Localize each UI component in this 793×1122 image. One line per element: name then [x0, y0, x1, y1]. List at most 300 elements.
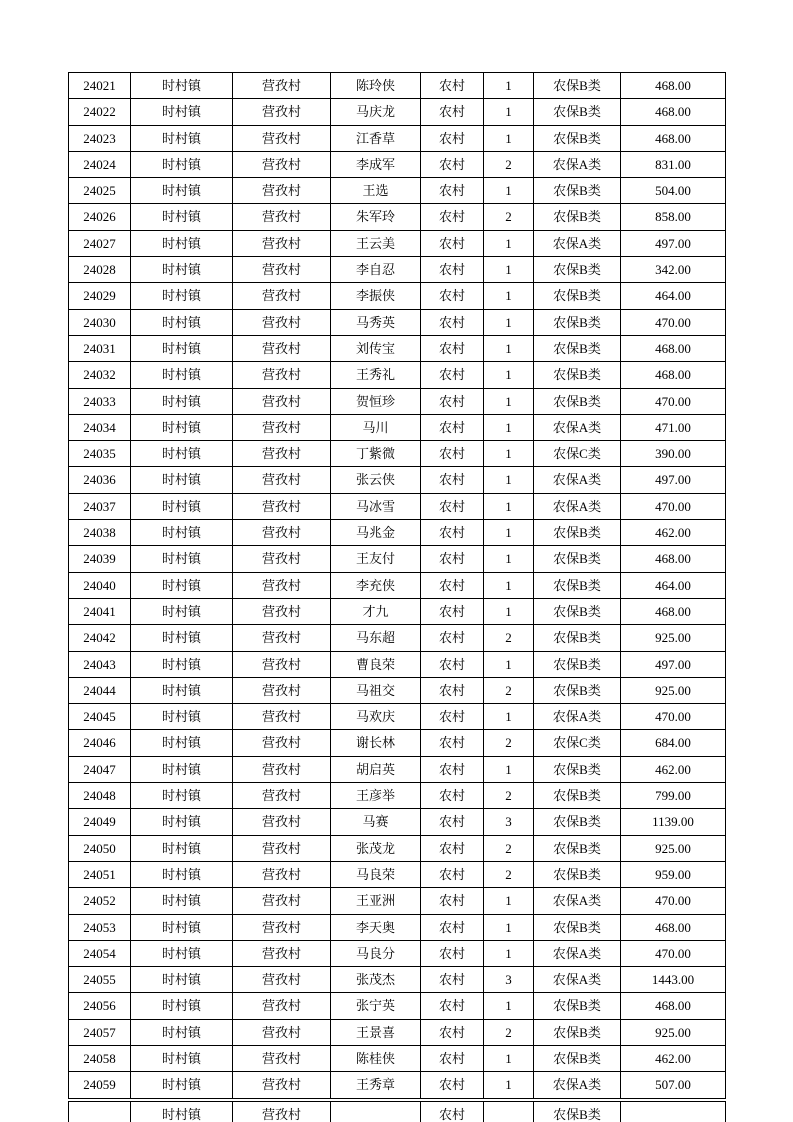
cell-village: 营孜村 [233, 414, 331, 440]
cell-residence-type: 农村 [421, 1045, 484, 1071]
cell-residence-type: 农村 [421, 993, 484, 1019]
cell-amount: 462.00 [621, 520, 726, 546]
cell-insurance-category: 农保B类 [534, 335, 621, 361]
cell-village: 营孜村 [233, 888, 331, 914]
cell-village: 营孜村 [233, 756, 331, 782]
cell-count: 1 [484, 362, 534, 388]
table-row [69, 888, 726, 914]
cell-amount: 464.00 [621, 572, 726, 598]
cell-person-name: 陈桂侠 [331, 1045, 421, 1071]
cell-record-id: 24026 [69, 204, 131, 230]
cell-village: 营孜村 [233, 309, 331, 335]
cell-record-id: 24040 [69, 572, 131, 598]
cell-person-name: 马东超 [331, 625, 421, 651]
cell-record-id: 24046 [69, 730, 131, 756]
cell-town: 时村镇 [131, 888, 233, 914]
cell-town: 时村镇 [131, 467, 233, 493]
table-row [69, 1045, 726, 1071]
cell-count: 2 [484, 625, 534, 651]
table-row [69, 257, 726, 283]
cell-person-name: 李成军 [331, 151, 421, 177]
cell-record-id: 24027 [69, 230, 131, 256]
cell-residence-type: 农村 [421, 651, 484, 677]
cell-residence-type: 农村 [421, 178, 484, 204]
cell-town: 时村镇 [131, 230, 233, 256]
cell-town: 时村镇 [131, 704, 233, 730]
cell-town: 时村镇 [131, 783, 233, 809]
cell-town: 时村镇 [131, 967, 233, 993]
cell-residence-type: 农村 [421, 151, 484, 177]
cell-town: 时村镇 [131, 335, 233, 361]
cell-residence-type: 农村 [421, 967, 484, 993]
cell-town: 时村镇 [131, 283, 233, 309]
partial-table-body [69, 1102, 726, 1122]
cell-record-id: 24041 [69, 598, 131, 624]
table-row [69, 151, 726, 177]
cell-town: 时村镇 [131, 520, 233, 546]
cell-amount: 925.00 [621, 1019, 726, 1045]
cell-amount: 925.00 [621, 625, 726, 651]
cell-insurance-category: 农保A类 [534, 704, 621, 730]
table-row [69, 835, 726, 861]
cell-residence-type: 农村 [421, 783, 484, 809]
cell-person-name: 谢长林 [331, 730, 421, 756]
cell-person-name: 马赛 [331, 809, 421, 835]
cell-count: 1 [484, 651, 534, 677]
cell-residence-type: 农村 [421, 861, 484, 887]
cell-insurance-category: 农保C类 [534, 441, 621, 467]
cell-residence-type: 农村 [421, 756, 484, 782]
cell-village: 营孜村 [233, 230, 331, 256]
cell-residence-type: 农村 [421, 283, 484, 309]
cell-village: 营孜村 [233, 704, 331, 730]
cell-count: 1 [484, 546, 534, 572]
table-row [69, 809, 726, 835]
cell-village: 营孜村 [233, 967, 331, 993]
cell-town: 时村镇 [131, 125, 233, 151]
cell-amount: 468.00 [621, 73, 726, 99]
table-row [69, 335, 726, 361]
cell-village: 营孜村 [233, 940, 331, 966]
cell-amount: 342.00 [621, 257, 726, 283]
table-row [69, 99, 726, 125]
table-body [69, 73, 726, 1099]
table-row [69, 546, 726, 572]
cell-residence-type: 农村 [421, 888, 484, 914]
cell-village: 营孜村 [233, 651, 331, 677]
cell-person-name: 马欢庆 [331, 704, 421, 730]
cell-count: 1 [484, 73, 534, 99]
cell-town: 时村镇 [131, 441, 233, 467]
cell-amount: 497.00 [621, 651, 726, 677]
cell-village: 营孜村 [233, 677, 331, 703]
cell-person-name: 马良荣 [331, 861, 421, 887]
cell-person-name: 贺恒珍 [331, 388, 421, 414]
cell-residence-type: 农村 [421, 546, 484, 572]
cell-count: 1 [484, 467, 534, 493]
cell-record-id [69, 1102, 131, 1122]
cell-town: 时村镇 [131, 388, 233, 414]
table-row [69, 704, 726, 730]
cell-insurance-category: 农保B类 [534, 283, 621, 309]
cell-amount: 504.00 [621, 178, 726, 204]
cell-residence-type: 农村 [421, 598, 484, 624]
cell-village: 营孜村 [233, 914, 331, 940]
cell-amount: 507.00 [621, 1072, 726, 1098]
cell-village: 营孜村 [233, 572, 331, 598]
cell-village: 营孜村 [233, 467, 331, 493]
cell-town: 时村镇 [131, 730, 233, 756]
cell-count: 1 [484, 441, 534, 467]
cell-town: 时村镇 [131, 572, 233, 598]
cell-residence-type: 农村 [421, 204, 484, 230]
cell-town: 时村镇 [131, 546, 233, 572]
cell-count: 1 [484, 520, 534, 546]
cell-village: 营孜村 [233, 1072, 331, 1098]
cell-town: 时村镇 [131, 809, 233, 835]
cell-residence-type: 农村 [421, 467, 484, 493]
cell-town: 时村镇 [131, 625, 233, 651]
cell-amount: 468.00 [621, 914, 726, 940]
table-row [69, 625, 726, 651]
table-row [69, 572, 726, 598]
cell-person-name: 张云侠 [331, 467, 421, 493]
cell-count: 1 [484, 388, 534, 414]
cell-insurance-category: 农保B类 [534, 546, 621, 572]
cell-person-name: 李充侠 [331, 572, 421, 598]
cell-amount: 468.00 [621, 993, 726, 1019]
cell-record-id: 24033 [69, 388, 131, 414]
cell-record-id: 24025 [69, 178, 131, 204]
cell-insurance-category: 农保A类 [534, 493, 621, 519]
table-row [69, 756, 726, 782]
cell-town: 时村镇 [131, 493, 233, 519]
cell-record-id: 24051 [69, 861, 131, 887]
cell-insurance-category: 农保B类 [534, 809, 621, 835]
cell-insurance-category: 农保B类 [534, 1102, 621, 1122]
table-row [69, 362, 726, 388]
cell-residence-type: 农村 [421, 335, 484, 361]
cell-person-name: 曹良荣 [331, 651, 421, 677]
cell-person-name: 张茂龙 [331, 835, 421, 861]
cell-village: 营孜村 [233, 99, 331, 125]
cell-amount: 468.00 [621, 335, 726, 361]
cell-amount: 831.00 [621, 151, 726, 177]
cell-count: 2 [484, 730, 534, 756]
table-row [69, 73, 726, 99]
cell-record-id: 24045 [69, 704, 131, 730]
cell-person-name: 江香草 [331, 125, 421, 151]
cell-record-id: 24049 [69, 809, 131, 835]
cell-person-name: 张宁英 [331, 993, 421, 1019]
cell-insurance-category: 农保B类 [534, 598, 621, 624]
cell-count: 1 [484, 283, 534, 309]
cell-amount: 462.00 [621, 1045, 726, 1071]
cell-insurance-category: 农保A类 [534, 151, 621, 177]
table-row [69, 309, 726, 335]
cell-insurance-category: 农保B类 [534, 783, 621, 809]
cell-amount: 470.00 [621, 704, 726, 730]
cell-village: 营孜村 [233, 730, 331, 756]
cell-count: 1 [484, 99, 534, 125]
cell-amount: 497.00 [621, 230, 726, 256]
cell-record-id: 24022 [69, 99, 131, 125]
cell-amount: 471.00 [621, 414, 726, 440]
cell-count: 1 [484, 940, 534, 966]
cell-amount: 925.00 [621, 835, 726, 861]
cell-record-id: 24042 [69, 625, 131, 651]
cell-amount: 470.00 [621, 309, 726, 335]
cell-count: 2 [484, 861, 534, 887]
cell-village: 营孜村 [233, 1045, 331, 1071]
cell-residence-type: 农村 [421, 1019, 484, 1045]
cell-record-id: 24052 [69, 888, 131, 914]
cell-record-id: 24031 [69, 335, 131, 361]
cell-record-id: 24028 [69, 257, 131, 283]
cell-residence-type: 农村 [421, 1102, 484, 1122]
cell-village: 营孜村 [233, 388, 331, 414]
cell-record-id: 24035 [69, 441, 131, 467]
cell-count: 2 [484, 204, 534, 230]
cell-village: 营孜村 [233, 625, 331, 651]
table-row [69, 520, 726, 546]
cell-residence-type: 农村 [421, 73, 484, 99]
cell-village: 营孜村 [233, 598, 331, 624]
cell-insurance-category: 农保A类 [534, 1072, 621, 1098]
cell-person-name: 丁紫微 [331, 441, 421, 467]
cell-count: 1 [484, 493, 534, 519]
cell-town: 时村镇 [131, 257, 233, 283]
table-row [69, 388, 726, 414]
cell-residence-type: 农村 [421, 520, 484, 546]
cell-record-id: 24039 [69, 546, 131, 572]
cell-town: 时村镇 [131, 598, 233, 624]
cell-town: 时村镇 [131, 151, 233, 177]
cell-town: 时村镇 [131, 677, 233, 703]
cell-person-name: 王云美 [331, 230, 421, 256]
cell-amount: 470.00 [621, 940, 726, 966]
cell-count: 3 [484, 967, 534, 993]
cell-record-id: 24044 [69, 677, 131, 703]
cell-village: 营孜村 [233, 257, 331, 283]
cell-record-id: 24050 [69, 835, 131, 861]
cell-residence-type: 农村 [421, 414, 484, 440]
table-row [69, 914, 726, 940]
table-row [69, 967, 726, 993]
cell-village: 营孜村 [233, 809, 331, 835]
cell-record-id: 24024 [69, 151, 131, 177]
cell-town: 时村镇 [131, 940, 233, 966]
cell-residence-type: 农村 [421, 493, 484, 519]
cell-count: 1 [484, 704, 534, 730]
cell-insurance-category: 农保A类 [534, 467, 621, 493]
cell-person-name: 马祖交 [331, 677, 421, 703]
cell-village: 营孜村 [233, 283, 331, 309]
cell-town: 时村镇 [131, 993, 233, 1019]
cell-amount: 470.00 [621, 493, 726, 519]
table-row [69, 993, 726, 1019]
cell-person-name: 马秀英 [331, 309, 421, 335]
cell-person-name: 王秀礼 [331, 362, 421, 388]
cell-insurance-category: 农保B类 [534, 520, 621, 546]
cell-record-id: 24047 [69, 756, 131, 782]
cell-count: 1 [484, 993, 534, 1019]
table-row [69, 783, 726, 809]
table-row [69, 861, 726, 887]
table-row [69, 677, 726, 703]
cell-insurance-category: 农保B类 [534, 178, 621, 204]
cell-person-name: 李自忍 [331, 257, 421, 283]
cell-insurance-category: 农保B类 [534, 835, 621, 861]
cell-record-id: 24058 [69, 1045, 131, 1071]
cell-record-id: 24055 [69, 967, 131, 993]
cell-residence-type: 农村 [421, 940, 484, 966]
cell-person-name: 马兆金 [331, 520, 421, 546]
cell-town: 时村镇 [131, 1045, 233, 1071]
cell-record-id: 24056 [69, 993, 131, 1019]
cell-town: 时村镇 [131, 861, 233, 887]
cell-record-id: 24023 [69, 125, 131, 151]
cell-amount: 1139.00 [621, 809, 726, 835]
cell-insurance-category: 农保A类 [534, 230, 621, 256]
cell-insurance-category: 农保B类 [534, 73, 621, 99]
cell-amount: 468.00 [621, 546, 726, 572]
cell-village: 营孜村 [233, 493, 331, 519]
cell-insurance-category: 农保B类 [534, 309, 621, 335]
cell-record-id: 24053 [69, 914, 131, 940]
cell-village: 营孜村 [233, 335, 331, 361]
cell-town: 时村镇 [131, 362, 233, 388]
cell-village: 营孜村 [233, 993, 331, 1019]
cell-residence-type: 农村 [421, 730, 484, 756]
table-row [69, 230, 726, 256]
cell-residence-type: 农村 [421, 625, 484, 651]
cell-person-name: 王选 [331, 178, 421, 204]
table-row [69, 204, 726, 230]
cell-person-name: 王友付 [331, 546, 421, 572]
cell-count: 2 [484, 835, 534, 861]
cell-amount: 684.00 [621, 730, 726, 756]
cell-village: 营孜村 [233, 125, 331, 151]
cell-town: 时村镇 [131, 73, 233, 99]
cell-record-id: 24021 [69, 73, 131, 99]
cell-village: 营孜村 [233, 1102, 331, 1122]
cell-count [484, 1102, 534, 1122]
cell-count: 1 [484, 888, 534, 914]
cell-record-id: 24029 [69, 283, 131, 309]
cell-amount: 925.00 [621, 677, 726, 703]
cell-residence-type: 农村 [421, 388, 484, 414]
cell-amount [621, 1102, 726, 1122]
cell-town: 时村镇 [131, 1019, 233, 1045]
cell-village: 营孜村 [233, 783, 331, 809]
cell-count: 2 [484, 1019, 534, 1045]
cell-village: 营孜村 [233, 861, 331, 887]
cell-amount: 470.00 [621, 888, 726, 914]
table-row [69, 598, 726, 624]
cell-count: 1 [484, 1072, 534, 1098]
cell-town: 时村镇 [131, 309, 233, 335]
cell-residence-type: 农村 [421, 257, 484, 283]
cell-town: 时村镇 [131, 756, 233, 782]
cell-amount: 468.00 [621, 598, 726, 624]
cell-amount: 390.00 [621, 441, 726, 467]
cell-village: 营孜村 [233, 73, 331, 99]
cell-insurance-category: 农保A类 [534, 940, 621, 966]
cell-person-name: 张茂杰 [331, 967, 421, 993]
cell-record-id: 24034 [69, 414, 131, 440]
cell-amount: 468.00 [621, 362, 726, 388]
cell-person-name [331, 1102, 421, 1122]
cell-amount: 464.00 [621, 283, 726, 309]
cell-residence-type: 农村 [421, 99, 484, 125]
cell-person-name: 马良分 [331, 940, 421, 966]
cell-person-name: 王彦举 [331, 783, 421, 809]
cell-record-id: 24054 [69, 940, 131, 966]
cell-record-id: 24037 [69, 493, 131, 519]
table-row [69, 730, 726, 756]
table-row [69, 1102, 726, 1122]
cell-insurance-category: 农保C类 [534, 730, 621, 756]
cell-insurance-category: 农保A类 [534, 414, 621, 440]
cell-amount: 858.00 [621, 204, 726, 230]
cell-village: 营孜村 [233, 151, 331, 177]
cell-residence-type: 农村 [421, 704, 484, 730]
cell-count: 2 [484, 677, 534, 703]
cell-insurance-category: 农保B类 [534, 651, 621, 677]
cell-insurance-category: 农保B类 [534, 625, 621, 651]
table-row [69, 441, 726, 467]
table-row [69, 651, 726, 677]
cell-count: 1 [484, 125, 534, 151]
cell-amount: 959.00 [621, 861, 726, 887]
cell-person-name: 王景喜 [331, 1019, 421, 1045]
table-row [69, 1072, 726, 1098]
cell-person-name: 李振侠 [331, 283, 421, 309]
cell-insurance-category: 农保B类 [534, 677, 621, 703]
table-row [69, 125, 726, 151]
cell-person-name: 马冰雪 [331, 493, 421, 519]
next-page-partial-table [68, 1101, 726, 1122]
cell-insurance-category: 农保B类 [534, 204, 621, 230]
cell-town: 时村镇 [131, 835, 233, 861]
cell-amount: 799.00 [621, 783, 726, 809]
cell-residence-type: 农村 [421, 572, 484, 598]
cell-residence-type: 农村 [421, 1072, 484, 1098]
cell-insurance-category: 农保B类 [534, 914, 621, 940]
cell-amount: 1443.00 [621, 967, 726, 993]
cell-insurance-category: 农保B类 [534, 388, 621, 414]
cell-town: 时村镇 [131, 178, 233, 204]
cell-record-id: 24032 [69, 362, 131, 388]
table-row [69, 283, 726, 309]
cell-town: 时村镇 [131, 651, 233, 677]
cell-amount: 497.00 [621, 467, 726, 493]
cell-count: 1 [484, 335, 534, 361]
table-row [69, 467, 726, 493]
cell-insurance-category: 农保B类 [534, 756, 621, 782]
cell-village: 营孜村 [233, 1019, 331, 1045]
cell-insurance-category: 农保A类 [534, 888, 621, 914]
cell-village: 营孜村 [233, 362, 331, 388]
cell-insurance-category: 农保B类 [534, 257, 621, 283]
cell-person-name: 李天奥 [331, 914, 421, 940]
cell-person-name: 王亚洲 [331, 888, 421, 914]
cell-town: 时村镇 [131, 204, 233, 230]
cell-residence-type: 农村 [421, 914, 484, 940]
cell-insurance-category: 农保B类 [534, 861, 621, 887]
cell-person-name: 马庆龙 [331, 99, 421, 125]
